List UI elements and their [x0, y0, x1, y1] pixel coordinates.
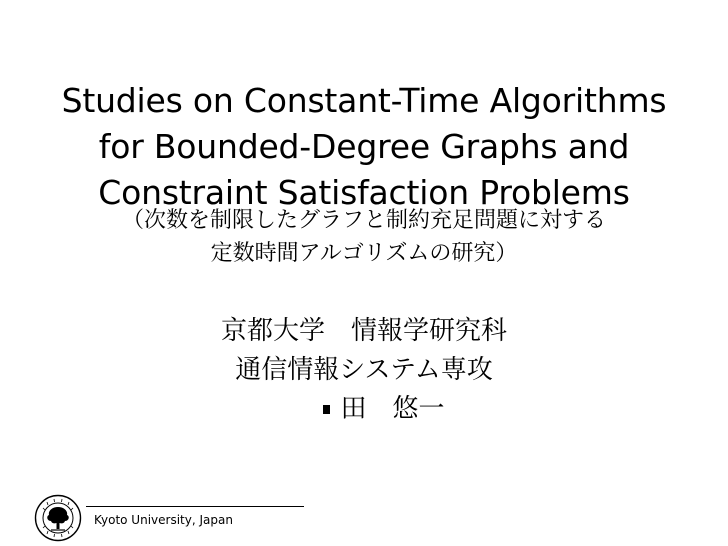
- author-name-line: [40, 390, 728, 429]
- title-line-2: for Bounded-Degree Graphs and: [98, 127, 630, 166]
- title-line-1: Studies on Constant-Time Algorithms: [61, 81, 667, 120]
- slide-title: [0, 78, 728, 216]
- subtitle-line-2: 定数時間アルゴリズムの研究）: [210, 241, 518, 266]
- affiliation-university: 京都大学 情報学研究科: [220, 316, 507, 346]
- kyoto-university-seal-icon: [34, 494, 82, 542]
- slide-footer: [34, 494, 304, 542]
- author-block: [0, 312, 728, 429]
- japanese-subtitle: [0, 204, 728, 270]
- footer-institution: Kyoto University, Japan: [94, 513, 233, 527]
- missing-glyph-icon: [323, 405, 330, 414]
- affiliation-department: 通信情報システム専攻: [235, 355, 493, 385]
- author-name: 田 悠一: [340, 394, 445, 424]
- title-line-3: Constraint Satisfaction Problems: [98, 173, 630, 212]
- subtitle-line-1: （次数を制限したグラフと制約充足問題に対する: [121, 208, 606, 233]
- footer-rule: [86, 506, 304, 507]
